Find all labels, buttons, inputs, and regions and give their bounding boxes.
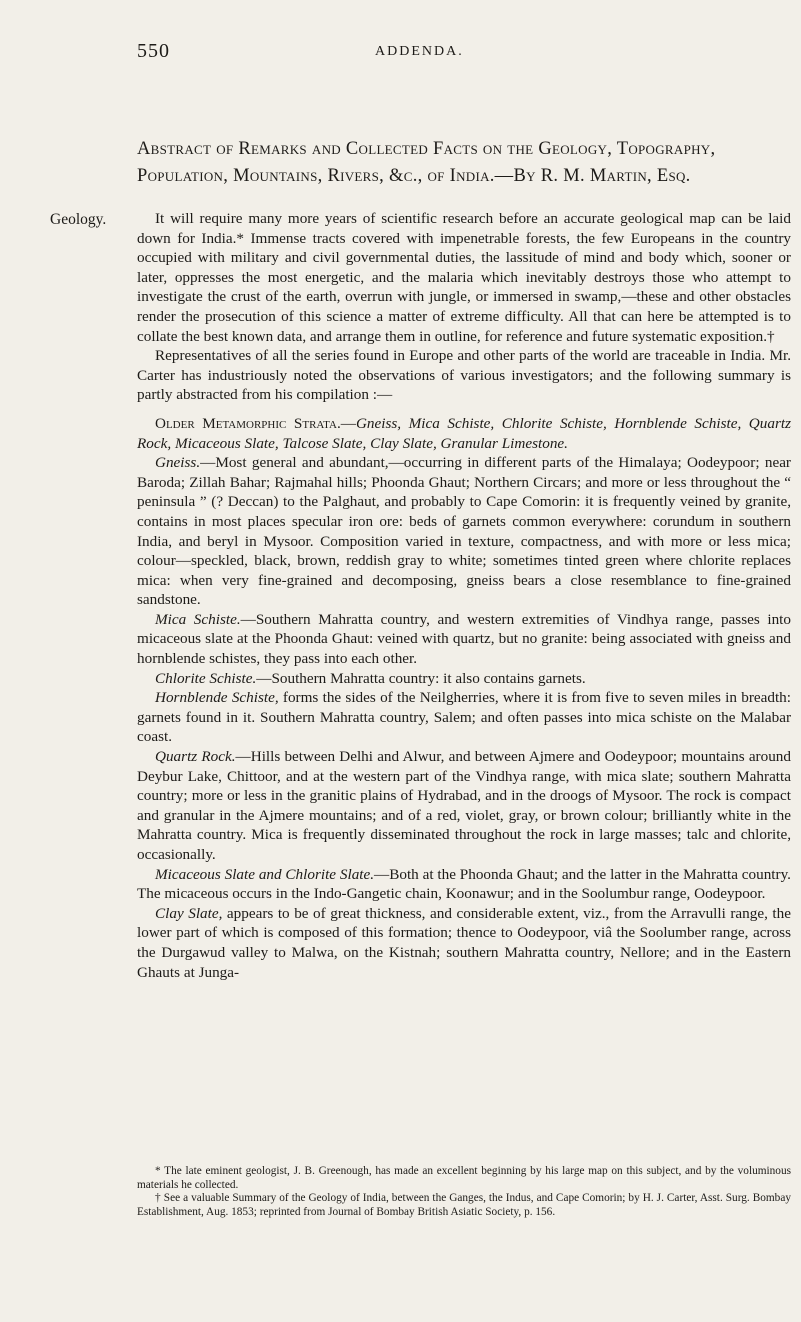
running-head: ADDENDA. <box>375 44 464 59</box>
entry-term: Chlorite Schiste. <box>155 669 257 687</box>
entry-mica-schiste <box>137 610 791 669</box>
entry-hornblende-schiste <box>137 688 791 747</box>
intro-paragraph-2: Representatives of all the series found in Europe and other parts of the world are traceable in India. Mr. Carter has industriously noted the observations of various investigators; and the following summary is partly abstracted from his compilation :— <box>137 347 791 404</box>
entry-gneiss <box>137 453 791 610</box>
strata-heading-paragraph <box>137 414 791 453</box>
entry-text: —Southern Mahratta country, and western extremities of Vindhya range, passes into micaceous slate at the Phoonda Ghaut: veined with quartz, but no granite: being associated with gneiss and hornblende schistes, they pass into each other. <box>137 610 791 668</box>
entry-term: Gneiss. <box>155 454 201 472</box>
entry-quartz-rock <box>137 747 791 865</box>
entry-term: Hornblende Schiste, <box>155 689 279 707</box>
page-header <box>137 40 777 64</box>
margin-note: Geology. <box>50 211 107 228</box>
intro-paragraph-1: It will require many more years of scientific research before an accurate geological map can be laid down for India.* Immense tracts covered with impenetrable forests, the few Europeans in the country occupied with military and civil governmental duties, the lassitude of mind and body which, sooner or later, oppresses the most energetic, and the malaria which inevitably destroys those who attempt to investigate the crust of the earth, overrun with jungle, or immersed in swamp,—these and other obstacles render the prosecution of this science a matter of extreme difficulty. All that can here be attempted is to collate the best known data, and arrange them in outline, for reference and future systematic exposition.† <box>137 210 791 345</box>
strata-section <box>137 414 791 982</box>
body-text <box>137 209 791 982</box>
entry-text: appears to be of great thickness, and considerable extent, viz., from the Arravulli range, the lower part of which is composed of this formation; thence to Oodeypoor, viâ the Soolumber range, across the Durgawud valley to Malwa, on the Kistnah; southern Mahratta country, Nellore; and in the Eastern Ghauts at Junga- <box>137 904 791 981</box>
entry-term: Clay Slate, <box>155 904 223 922</box>
entry-term: Micaceous Slate and Chlorite Slate. <box>155 865 375 883</box>
entry-micaceous-slate <box>137 865 791 904</box>
entry-clay-slate <box>137 904 791 982</box>
page-number: 550 <box>137 40 170 62</box>
entry-text: —Both at the Phoonda Ghaut; and the latter in the Mahratta country. The micaceous occurs in the Indo-Gangetic chain, Koonawur; and in the Soolumbur range, Oodeypoor. <box>137 865 791 903</box>
entry-text: —Most general and abundant,—occurring in different parts of the Himalaya; Oodeypoor; near Baroda; Zillah Bahar; Rajmahal hills; Phoonda Ghaut; Northern Circars; and more or less throughout the “ peninsula ” (? Deccan) to the Palghaut, and probably to Cape Comorin: it is frequently veined by granite, contains in most places specular iron ore: beds of garnets common everywhere: corundum in southern India, and beryl in Mysoor. Composition varied in texture, compactness, and with more or less mica; colour—speckled, black, brown, reddish gray to white; sometimes tinted green where chlorite replaces mica: when very fine-grained and decomposing, gneiss bears a close resemblance to fine-grained sandstone. <box>137 454 791 609</box>
entry-chlorite-schiste <box>137 669 791 689</box>
entry-term: Quartz Rock. <box>155 748 236 766</box>
footnotes <box>137 1165 791 1219</box>
strata-heading-list: Gneiss, Mica Schiste, Chlorite Schiste, Hornblende Schiste, Quartz Rock, Micaceous Slate, Talcose Slate, Clay Slate, Granular Limestone. <box>137 414 792 452</box>
entry-text: —Hills between Delhi and Alwur, and between Ajmere and Oodeypoor; mountains around Deybur Lake, Chittoor, and at the western part of the Vindhya range, with mica slate; southern Mahratta country; more or less in the granitic plains of Hydrabad, and in the droogs of Mysoor. The rock is compact and granular in the Ajmere mountains; and of a red, violet, gray, or brown colour; brilliantly white in the Mahratta country. Mica is frequently disseminated throughout the rock in large masses; talc and chlorite, occasionally. <box>137 748 791 863</box>
article-title: Abstract of Remarks and Collected Facts on the Geology, Topography, Population, Mountains, Rivers, &c., of India.—By R. M. Martin, Esq. <box>137 139 716 186</box>
entry-text: —Southern Mahratta country: it also contains garnets. <box>256 669 586 687</box>
entry-text: forms the sides of the Neilgherries, where it is from five to seven miles in breadth: garnets found in it. Southern Mahratta country, Salem; and often passes into mica schiste on the Malabar coast. <box>137 689 791 746</box>
footnote-2: † See a valuable Summary of the Geology of India, between the Ganges, the Indus, and Cape Comorin; by H. J. Carter, Asst. Surg. Bombay Establishment, Aug. 1853; reprinted from Journal of Bombay British Asiatic Society, p. 156. <box>137 1192 791 1218</box>
footnote-1: * The late eminent geologist, J. B. Greenough, has made an excellent beginning by his large map on this subject, and by the voluminous materials he collected. <box>137 1165 791 1191</box>
entry-term: Mica Schiste. <box>155 610 241 628</box>
strata-heading: Older Metamorphic Strata.— <box>155 414 356 432</box>
